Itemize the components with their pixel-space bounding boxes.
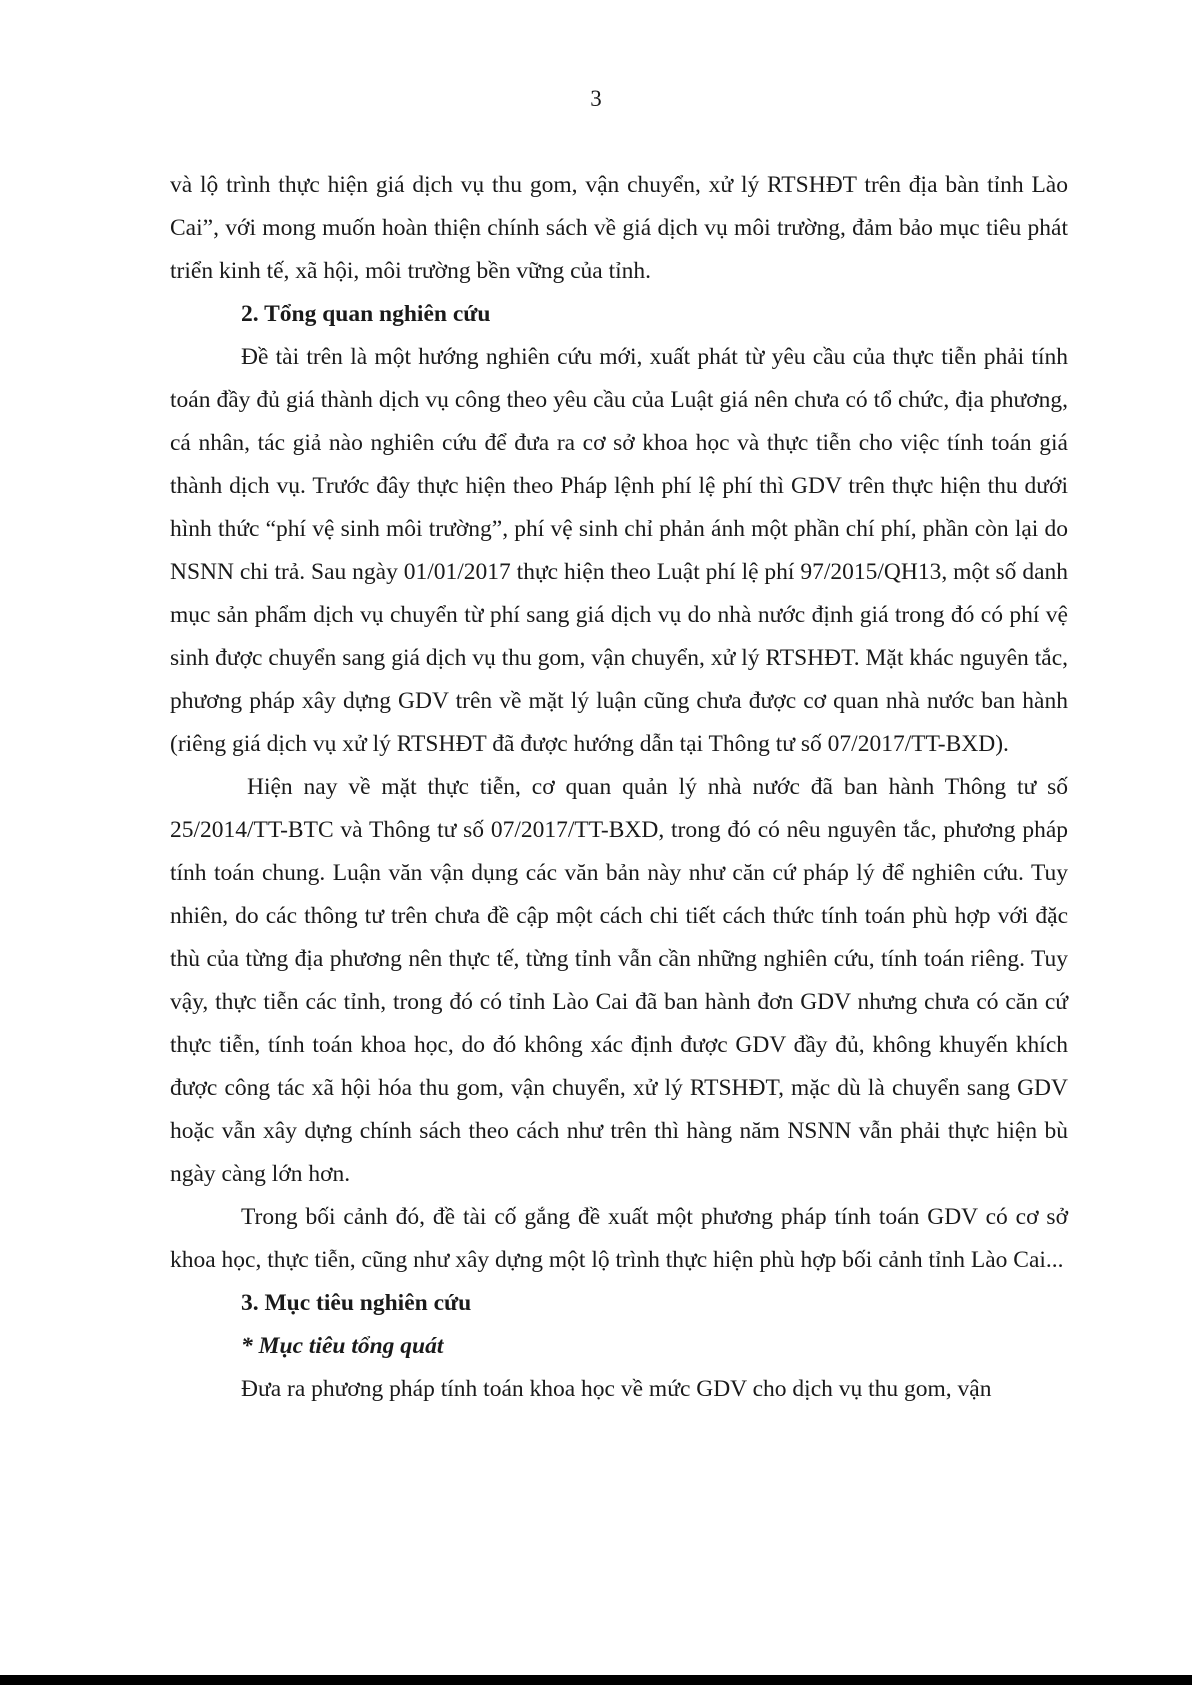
paragraph-literature-review-1: Đề tài trên là một hướng nghiên cứu mới, xuất phát từ yêu cầu của thực tiễn phải tính toán đầy đủ giá thành dịch vụ công theo yêu cầu của Luật giá nên chưa có tổ chức, địa phương, cá nhân, tác giả nào nghiên cứu để đưa ra cơ sở khoa học và thực tiễn cho việc tính toán giá thành dịch vụ. Trước đây thực hiện theo Pháp lệnh phí lệ phí thì GDV trên thực hiện thu dưới hình thức “phí vệ sinh môi trường”, phí vệ sinh chỉ phản ánh một phần chí phí, phần còn lại do NSNN chi trả. Sau ngày 01/01/2017 thực hiện theo Luật phí lệ phí 97/2015/QH13, một số danh mục sản phẩm dịch vụ chuyển từ phí sang giá dịch vụ do nhà nước định giá trong đó có phí vệ sinh được chuyển sang giá dịch vụ thu gom, vận chuyển, xử lý RTSHĐT. Mặt khác nguyên tắc, phương pháp xây dựng GDV trên về mặt lý luận cũng chưa được cơ quan nhà nước ban hành (riêng giá dịch vụ xử lý RTSHĐT đã được hướng dẫn tại Thông tư số 07/2017/TT-BXD). — [170, 344, 1068, 757]
paragraph-general-objective: Đưa ra phương pháp tính toán khoa học về mức GDV cho dịch vụ thu gom, vận — [241, 1376, 992, 1402]
page-bottom-edge — [0, 1675, 1192, 1685]
paragraph-intro-continuation: và lộ trình thực hiện giá dịch vụ thu gom, vận chuyển, xử lý RTSHĐT trên địa bàn tỉnh Lào Cai”, với mong muốn hoàn thiện chính sách về giá dịch vụ môi trường, đảm bảo mục tiêu phát triển kinh tế, xã hội, môi trường bền vững của tỉnh. — [170, 172, 1068, 284]
paragraph-literature-review-2: Hiện nay về mặt thực tiễn, cơ quan quản lý nhà nước đã ban hành Thông tư số 25/2014/TT-BTC và Thông tư số 07/2017/TT-BXD, trong đó có nêu nguyên tắc, phương pháp tính toán chung. Luận văn vận dụng các văn bản này như căn cứ pháp lý để nghiên cứu. Tuy nhiên, do các thông tư trên chưa đề cập một cách chi tiết cách thức tính toán phù hợp với đặc thù của từng địa phương nên thực tế, từng tỉnh vẫn cần những nghiên cứu, tính toán riêng. Tuy vậy, thực tiễn các tỉnh, trong đó có tỉnh Lào Cai đã ban hành đơn GDV nhưng chưa có căn cứ thực tiễn, tính toán khoa học, do đó không xác định được GDV đầy đủ, không khuyến khích được công tác xã hội hóa thu gom, vận chuyển, xử lý RTSHĐT, mặc dù là chuyển sang GDV hoặc vẫn xây dựng chính sách theo cách như trên thì hàng năm NSNN vẫn phải thực hiện bù ngày càng lớn hơn. — [170, 774, 1068, 1187]
document-body — [170, 164, 1068, 1411]
section-heading-literature-review: 2. Tổng quan nghiên cứu — [241, 301, 491, 327]
paragraph-literature-review-3: Trong bối cảnh đó, đề tài cố gắng đề xuất một phương pháp tính toán GDV có cơ sở khoa học, thực tiễn, cũng như xây dựng một lộ trình thực hiện phù hợp bối cảnh tỉnh Lào Cai... — [170, 1204, 1068, 1273]
section-heading-research-objectives: 3. Mục tiêu nghiên cứu — [241, 1290, 472, 1316]
subheading-general-objective: * Mục tiêu tổng quát — [241, 1333, 444, 1359]
page-number: 3 — [590, 86, 602, 111]
